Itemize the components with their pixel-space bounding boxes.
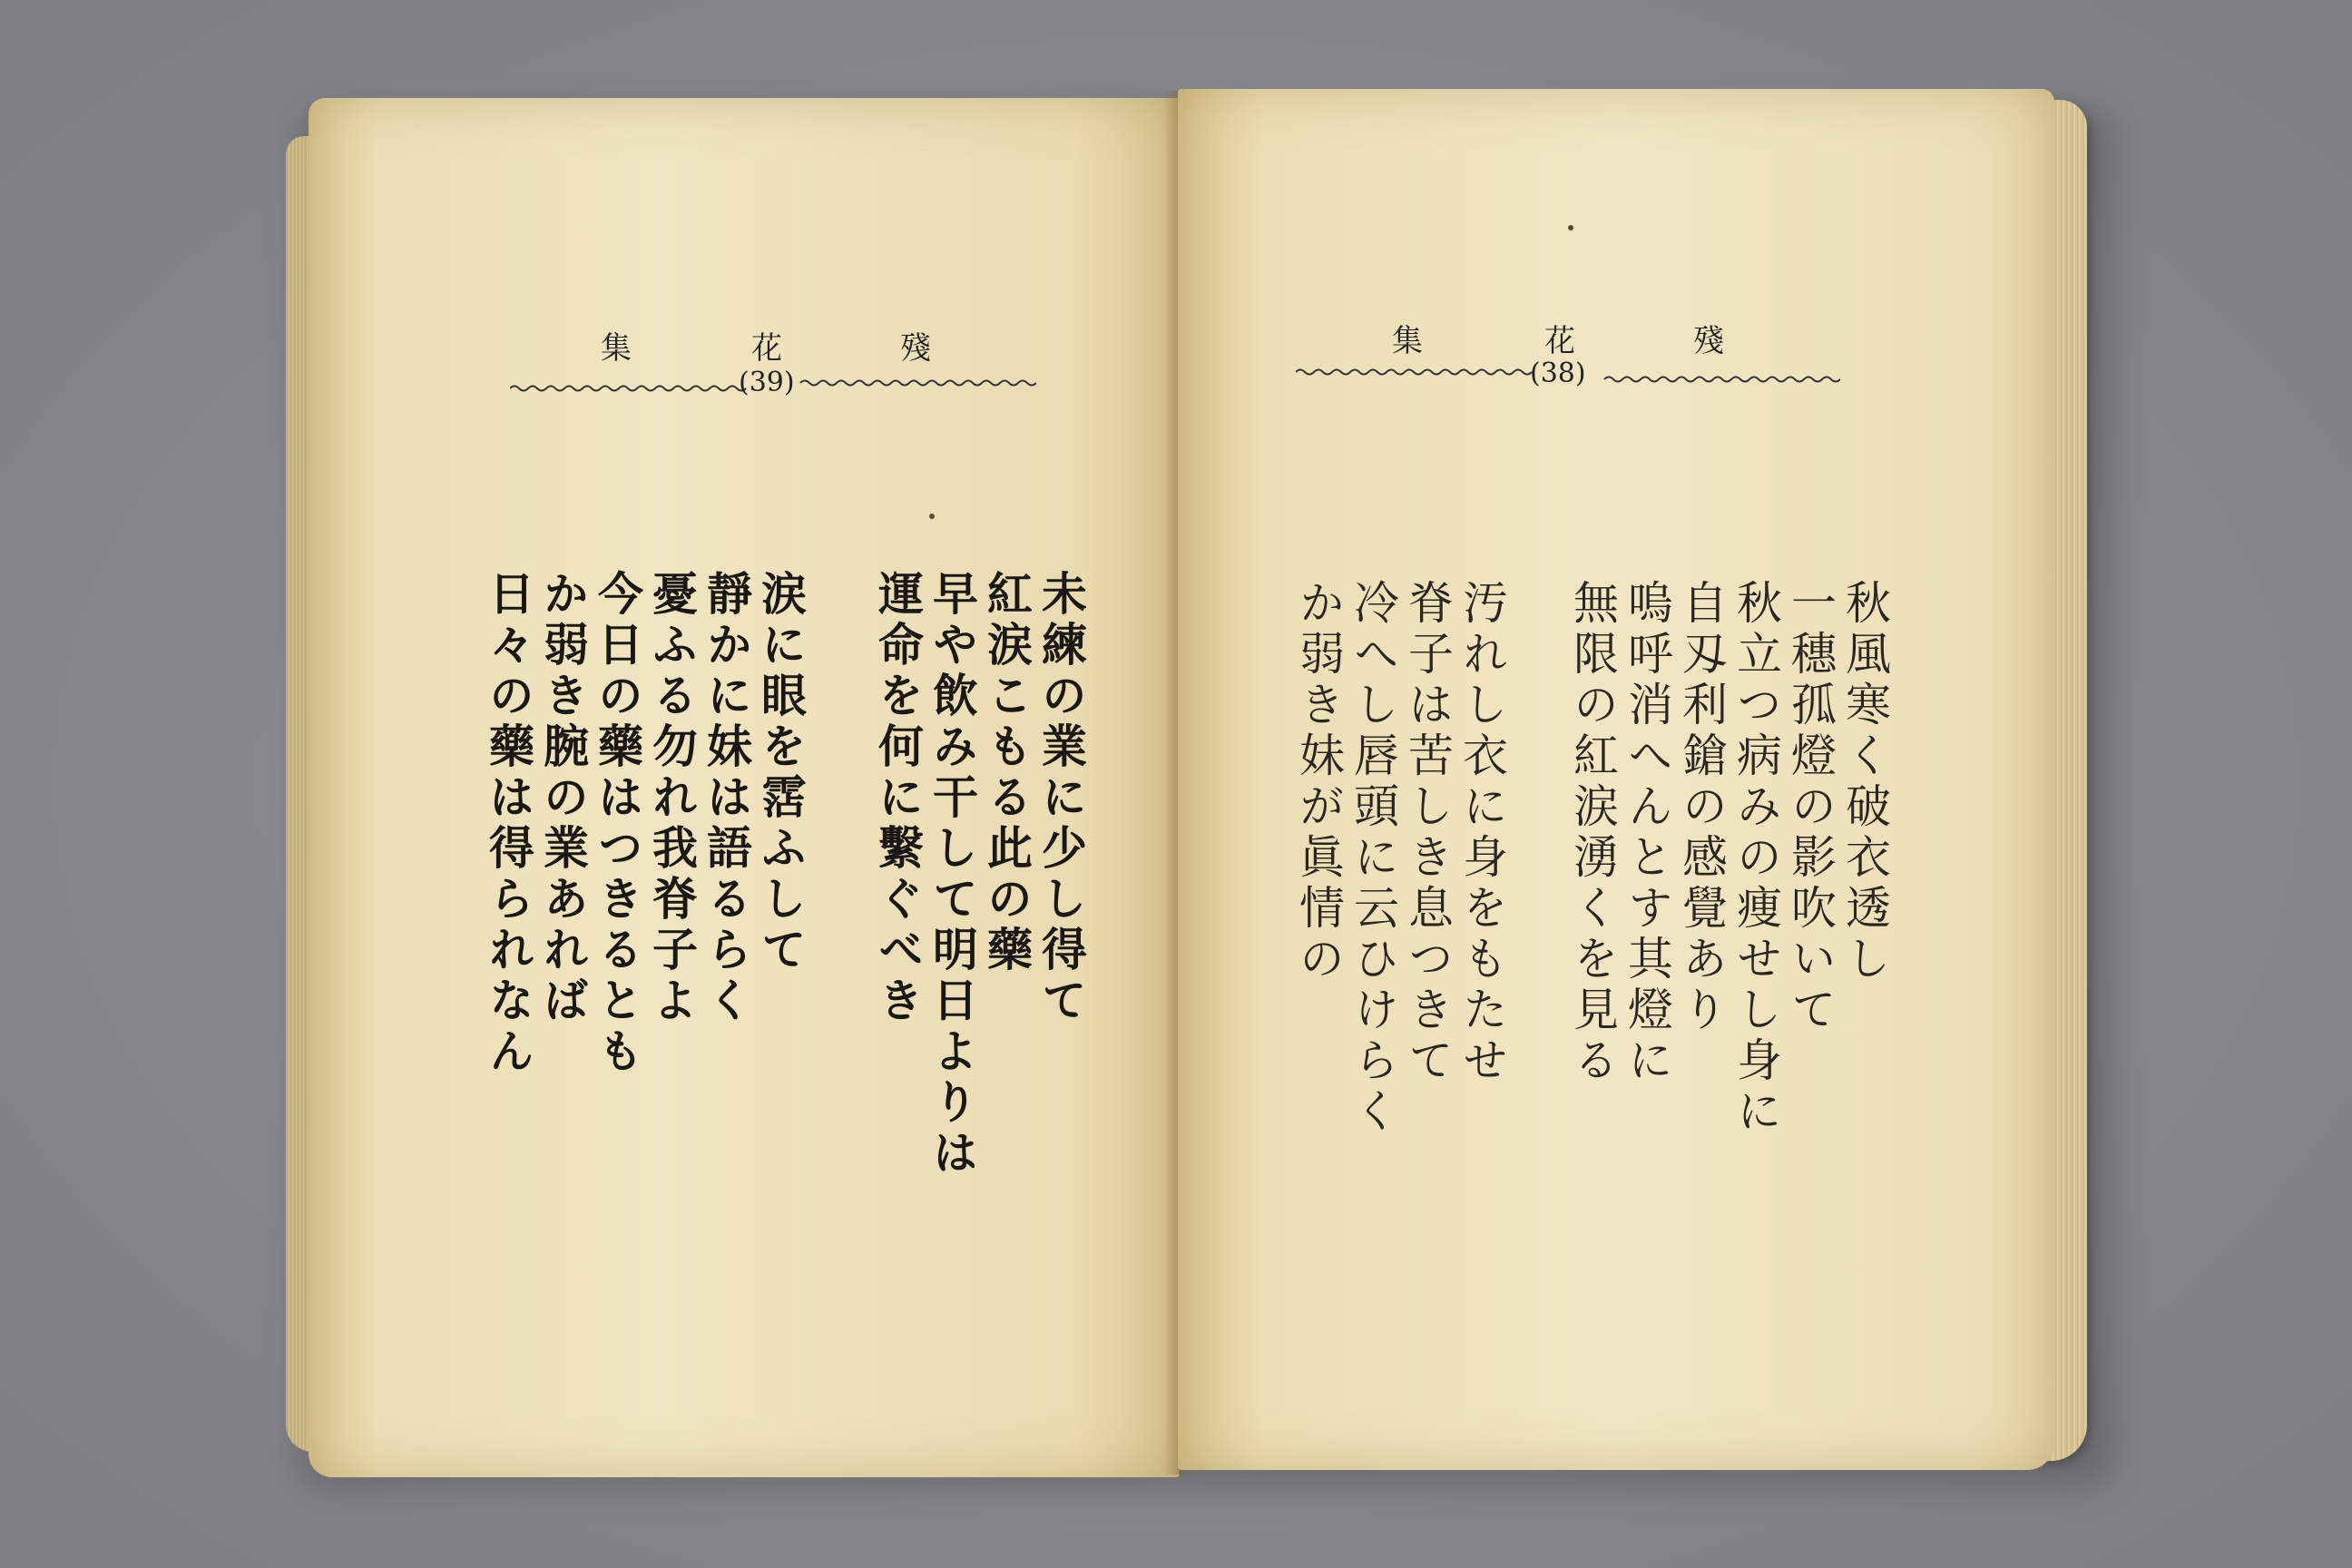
right-header-char-1: 集 bbox=[1392, 323, 1423, 359]
left-page-number: (39) bbox=[739, 367, 795, 398]
left-page bbox=[309, 98, 1180, 1477]
left-running-header bbox=[309, 323, 1180, 367]
left-verse-line-7: 憂ふる勿れ我脊子よ bbox=[645, 570, 699, 1027]
left-verse-line-6: 靜かに妹は語るらく bbox=[700, 570, 753, 1027]
right-running-header bbox=[1178, 316, 2054, 359]
right-verse-line-7: 汚れし衣に身をもたせ bbox=[1455, 579, 1508, 1087]
right-verse-line-2: 一穗孤燈の影吹いて bbox=[1784, 579, 1837, 1036]
right-header-char-2: 花 bbox=[1544, 323, 1575, 359]
right-page-number: (38) bbox=[1530, 358, 1586, 389]
paper-speck bbox=[1568, 225, 1573, 230]
right-header-char-3: 殘 bbox=[1693, 323, 1724, 359]
right-page bbox=[1178, 89, 2054, 1470]
left-verse-line-1: 未練の業に少し得て bbox=[1034, 570, 1088, 1027]
left-verse-line-4: 運命を何に繫ぐべき bbox=[871, 570, 925, 1027]
right-verse-line-6: 無限の紅涙湧くを見る bbox=[1566, 579, 1619, 1087]
paper-speck bbox=[929, 514, 935, 519]
right-verse-line-4: 自刄利鎗の感覺あり bbox=[1675, 579, 1728, 1036]
right-verse-line-8: 脊子は苦しき息つきて bbox=[1401, 579, 1454, 1087]
left-verse-line-10: 日々の藥は得られなん bbox=[482, 570, 535, 1078]
left-verse-line-2: 紅涙こもる此の藥 bbox=[980, 570, 1034, 976]
left-verse-line-3: 早や飲み干して明日よりは bbox=[926, 570, 979, 1180]
right-verse-line-10: か弱き妹が眞情の bbox=[1292, 579, 1345, 985]
left-verse-line-8: 今日の藥はつきるとも bbox=[591, 570, 644, 1078]
right-verse-line-5: 嗚呼消へんとす其燈に bbox=[1621, 579, 1673, 1087]
right-verse-line-9: 冷へし唇頭に云ひけらく bbox=[1347, 579, 1399, 1138]
right-verse-line-1: 秋風寒く破衣透し bbox=[1838, 579, 1891, 985]
left-header-char-2: 花 bbox=[751, 330, 782, 367]
left-verse-line-5: 涙に眼を霑ふして bbox=[754, 570, 808, 976]
left-header-char-3: 殘 bbox=[900, 330, 931, 367]
left-verse-line-9: か弱き腕の業あれば bbox=[536, 570, 590, 1027]
right-verse-line-3: 秋立つ病みの痩せし身に bbox=[1730, 579, 1782, 1138]
left-header-char-1: 集 bbox=[601, 330, 632, 367]
